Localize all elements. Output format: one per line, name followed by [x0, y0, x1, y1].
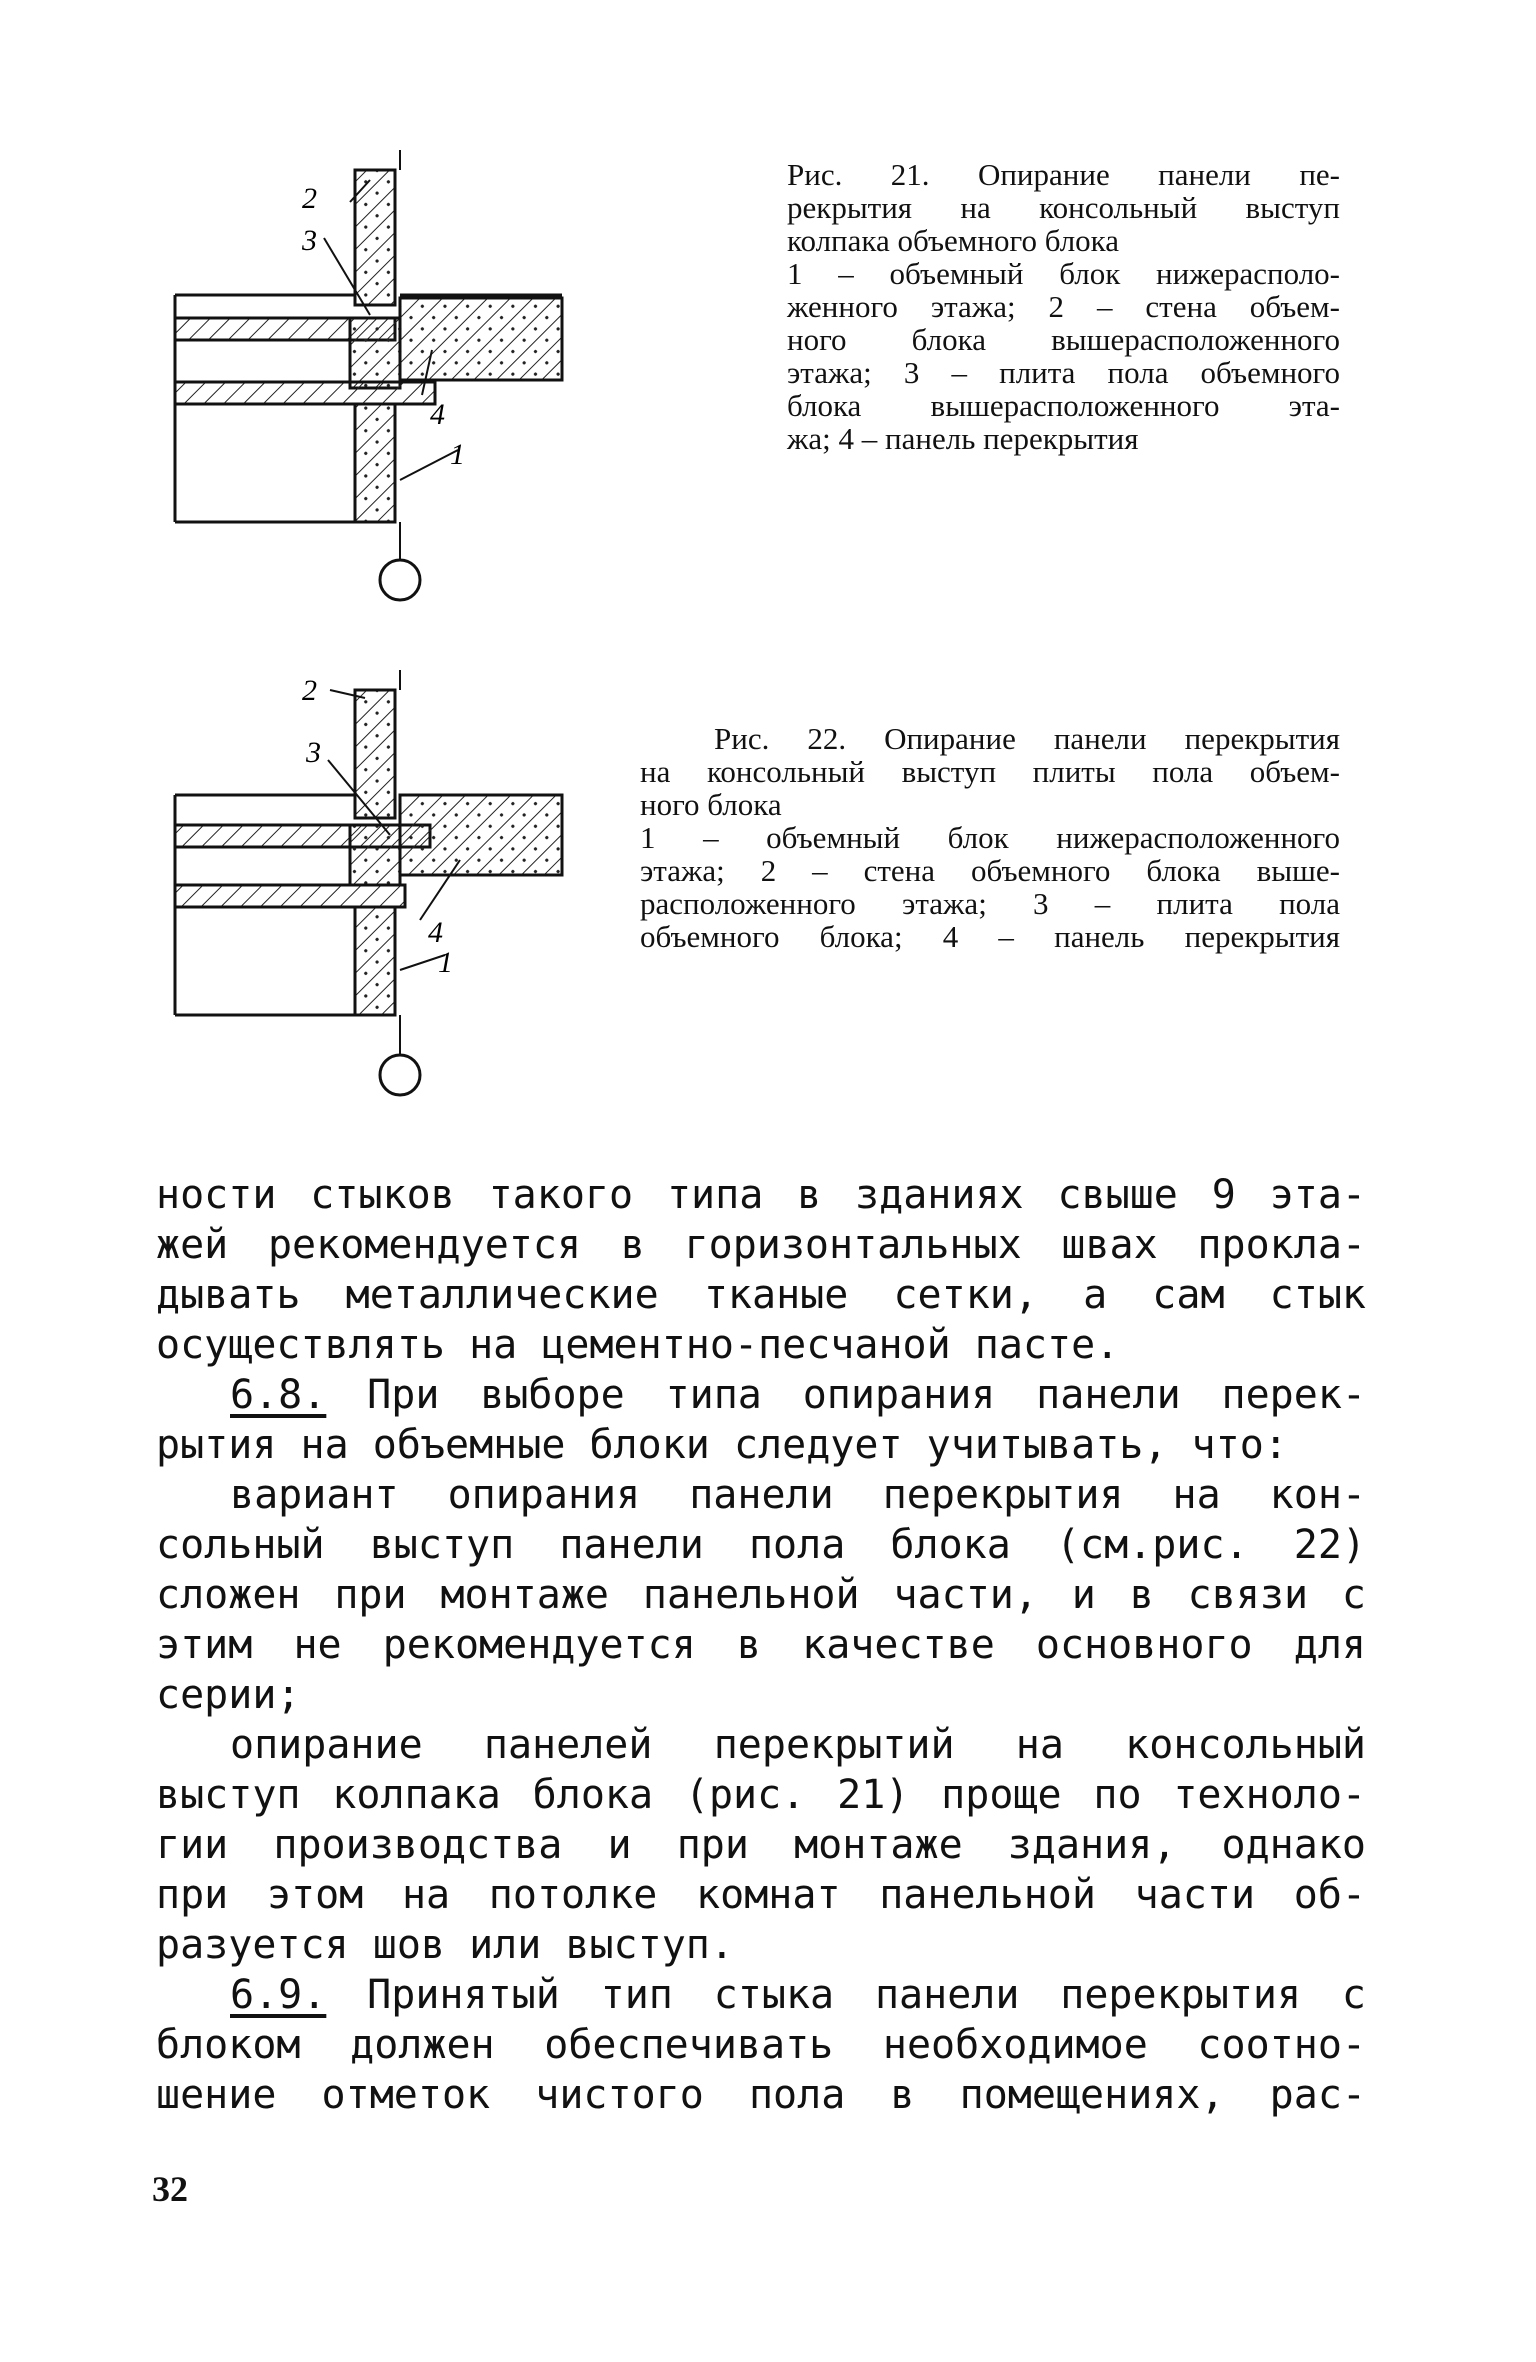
body-text — [156, 1170, 1366, 2120]
text-line: опирание панелей перекрытий на консольный — [230, 1722, 1366, 1768]
text-line: этим не рекомендуется в качестве основного для — [156, 1622, 1366, 1668]
caption-line: этажа; 2 – стена объемного блока выше- — [640, 853, 1340, 888]
caption-line: колпака объемного блока — [787, 223, 1120, 258]
text-line: осуществлять на цементно-песчаной пасте. — [156, 1322, 1120, 1368]
figure-21-caption — [787, 158, 1340, 455]
fig22-label-1: 1 — [438, 946, 453, 979]
text-line: дывать металлические тканые сетки, а сам стык — [156, 1272, 1366, 1318]
text-line: сложен при монтаже панельной части, и в связи с — [156, 1572, 1366, 1618]
text-line: При выборе типа опирания панели перек- — [367, 1372, 1366, 1418]
fig22-label-2: 2 — [302, 674, 317, 707]
fig21-label-2: 2 — [302, 182, 317, 215]
caption-line: на консольный выступ плиты пола объем- — [640, 754, 1340, 789]
caption-line: 1 – объемный блок нижерасположенного — [640, 820, 1340, 855]
fig22-label-4: 4 — [428, 916, 443, 949]
figure-22-caption — [640, 722, 1340, 953]
caption-line: ного блока — [640, 787, 782, 822]
caption-line: расположенного этажа; 3 – плита пола — [640, 886, 1340, 921]
caption-line: Рис. 22. Опирание панели перекрытия — [714, 721, 1340, 756]
text-line: вариант опирания панели перекрытия на кон- — [230, 1472, 1366, 1518]
figure-22-drawing — [160, 670, 600, 1120]
section-6-9-first-line — [156, 1970, 1366, 2020]
fig21-label-1: 1 — [450, 438, 465, 471]
figure-21-drawing — [160, 150, 600, 630]
caption-line: ного блока вышерасположенного — [787, 322, 1340, 357]
text-line: Принятый тип стыка панели перекрытия с — [367, 1972, 1366, 2018]
caption-line: жа; 4 – панель перекрытия — [787, 421, 1139, 456]
text-line: выступ колпака блока (рис. 21) проще по техноло- — [156, 1772, 1366, 1818]
text-line: блоком должен обеспечивать необходимое соотно- — [156, 2022, 1366, 2068]
caption-line: объемного блока; 4 – панель перекрытия — [640, 919, 1340, 954]
caption-line: рекрытия на консольный выступ — [787, 190, 1340, 225]
section-number: 6.8. — [230, 1372, 327, 1418]
caption-line: Рис. 21. Опирание панели пе- — [787, 157, 1340, 192]
caption-line: блока вышерасположенного эта- — [787, 388, 1340, 423]
page-number: 32 — [152, 2169, 188, 2209]
text-line: серии; — [156, 1672, 301, 1718]
fig21-label-4: 4 — [430, 398, 445, 431]
fig22-label-3: 3 — [306, 736, 321, 769]
text-line: ности стыков такого типа в зданиях свыше 9 эта- — [156, 1172, 1366, 1218]
text-line: жей рекомендуется в горизонтальных швах прокла- — [156, 1222, 1366, 1268]
caption-line: женного этажа; 2 – стена объем- — [787, 289, 1340, 324]
text-line: гии производства и при монтаже здания, однако — [156, 1822, 1366, 1868]
caption-line: этажа; 3 – плита пола объемного — [787, 355, 1340, 390]
text-line: шение отметок чистого пола в помещениях, рас- — [156, 2072, 1366, 2118]
fig21-label-3: 3 — [302, 224, 317, 257]
section-number: 6.9. — [230, 1972, 327, 2018]
section-6-8-first-line — [156, 1370, 1366, 1420]
text-line: при этом на потолке комнат панельной части об- — [156, 1872, 1366, 1918]
text-line: сольный выступ панели пола блока (см.рис. 22) — [156, 1522, 1366, 1568]
text-line: разуется шов или выступ. — [156, 1922, 734, 1968]
text-line: рытия на объемные блоки следует учитывать, что: — [156, 1422, 1288, 1468]
caption-line: 1 – объемный блок нижерасполо- — [787, 256, 1340, 291]
